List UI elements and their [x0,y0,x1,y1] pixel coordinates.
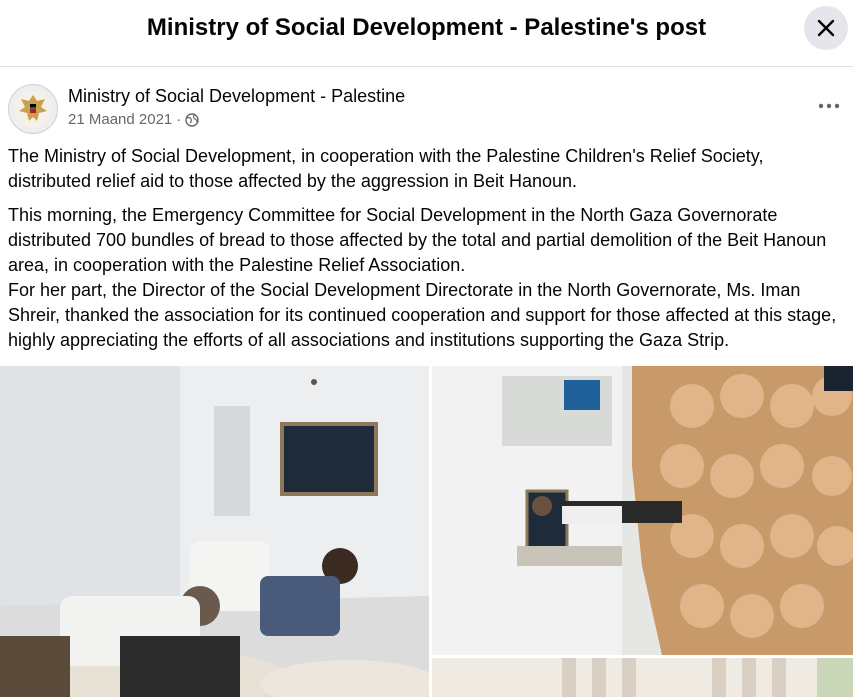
post-date[interactable]: 21 Maand 2021 [68,111,173,128]
eagle-emblem-icon [13,89,53,129]
post-text [8,144,838,353]
post-meta [68,111,199,128]
post-paragraph-2 [8,203,838,353]
meta-separator: · [176,111,182,128]
post-author[interactable]: Ministry of Social Development - Palestine [68,86,406,106]
post-paragraph-2-line-2: For her part, the Director of the Social Development Directorate in the North Governorate, Ms. Iman Shreir, thanked the association for its continued cooperation and support for those affected at this stage, highly appreciating the efforts of all associations and institutions supporting the Gaza Strip. [8,280,837,350]
post-dialog-header [0,0,853,67]
photo-workers-packing-image [0,366,429,697]
dialog-title: Ministry of Social Development - Palestine's post [146,14,707,41]
globe-icon [185,113,199,127]
photo-bread-bags[interactable] [432,366,853,655]
more-options-button[interactable] [817,94,841,118]
close-icon [816,18,836,38]
photo-curtains-image [432,658,853,697]
more-options-icon [818,103,840,109]
photo-grid [0,366,853,697]
photo-curtains[interactable] [432,658,853,697]
photo-workers-packing[interactable] [0,366,429,697]
close-button[interactable] [804,6,848,50]
page-avatar[interactable] [8,84,58,134]
post-paragraph-1: The Ministry of Social Development, in cooperation with the Palestine Children's Relief Society, distributed relief aid to those affected by the aggression in Beit Hanoun. [8,146,764,191]
post-paragraph-2-line-1: This morning, the Emergency Committee for Social Development in the North Gaza Governorate distributed 700 bundles of bread to those affected by the total and partial demolition of the Beit Hanoun area, in cooperation with the Palestine Relief Association. [8,205,827,275]
photo-bread-bags-image [432,366,853,655]
